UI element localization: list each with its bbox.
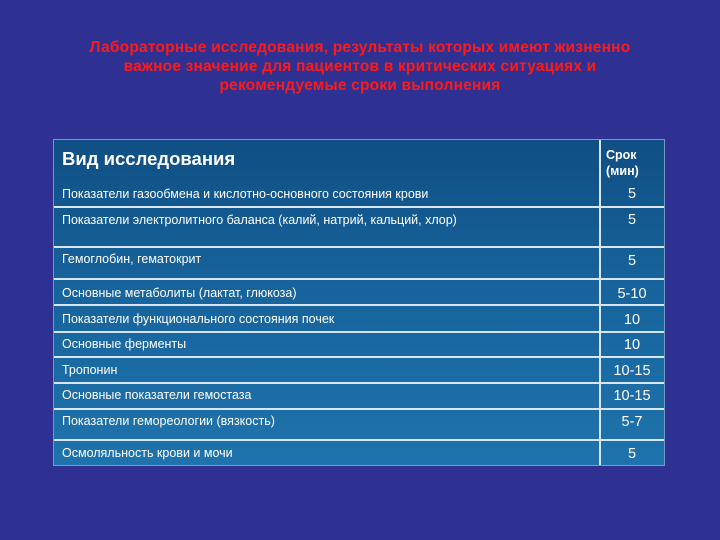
- table-row-name: Основные показатели гемостаза: [62, 388, 252, 402]
- table-row-name: Основные метаболиты (лактат, глюкоза): [62, 286, 297, 300]
- table-row-time: 5: [627, 212, 637, 228]
- table-row-name: Осмоляльность крови и мочи: [62, 446, 233, 460]
- header-time-line-2: (мин): [606, 164, 639, 178]
- row-divider: [54, 246, 664, 248]
- table-row-name: Гемоглобин, гематокрит: [62, 252, 202, 266]
- header-test-type: Вид исследования: [62, 148, 236, 169]
- table-row-name: Показатели электролитного баланса (калий, натрий, кальций, хлор): [62, 213, 457, 227]
- table-row-name: Показатели функционального состояния почек: [62, 312, 335, 326]
- slide-title: [30, 38, 690, 95]
- table-row-name: Показатели гемореологии (вязкость): [62, 414, 275, 428]
- table-row-name: Тропонин: [62, 363, 118, 377]
- table-row-time: 5: [627, 253, 637, 269]
- table-row-time: 5-7: [621, 414, 643, 430]
- table-row-time: 10-15: [613, 363, 651, 379]
- row-divider: [54, 304, 664, 306]
- row-divider: [54, 278, 664, 280]
- table-row-time: 10: [623, 337, 641, 353]
- table-row-time: 10: [623, 312, 641, 328]
- slide-title-line-3: рекомендуемые сроки выполнения: [219, 77, 501, 94]
- table-row-time: 5: [627, 446, 637, 462]
- row-divider: [54, 408, 664, 410]
- header-time: [600, 147, 664, 179]
- row-divider: [54, 356, 664, 358]
- table-row-time: 10-15: [613, 388, 651, 404]
- table-row-name: Основные ферменты: [62, 337, 187, 351]
- table-row-name: Показатели газообмена и кислотно-основного состояния крови: [62, 187, 429, 201]
- slide-title-line-2: важное значение для пациентов в критических ситуациях и: [123, 58, 597, 75]
- slide-title-line-1: Лабораторные исследования, результаты которых имеют жизненно: [89, 39, 631, 56]
- row-divider: [54, 331, 664, 333]
- table-row-time: 5: [627, 186, 637, 202]
- row-divider: [54, 382, 664, 384]
- lab-tests-table: [53, 139, 665, 466]
- row-divider: [54, 206, 664, 208]
- table-row-time: 5-10: [617, 286, 647, 302]
- row-divider: [54, 439, 664, 441]
- header-time-line-1: Срок: [606, 148, 637, 162]
